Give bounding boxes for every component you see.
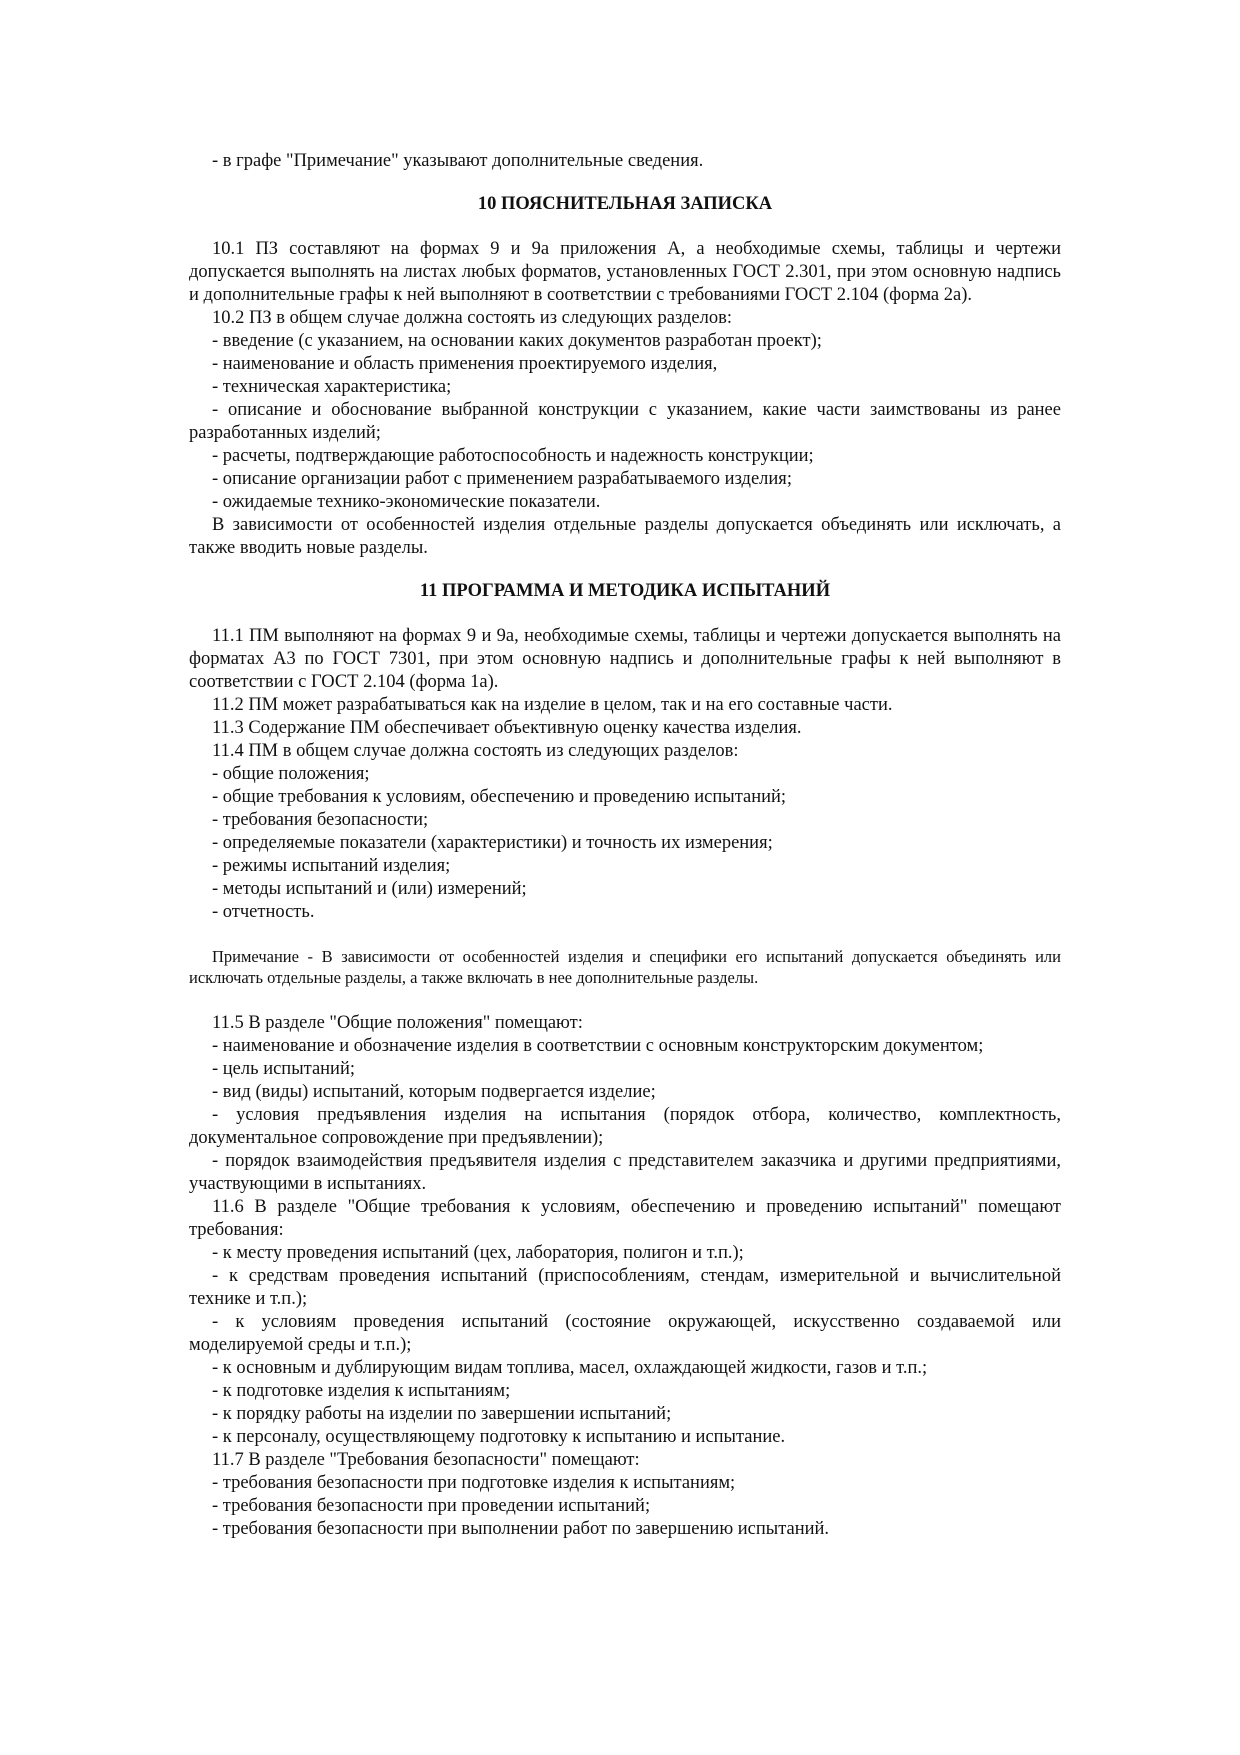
paragraph-11-5: 11.5 В разделе "Общие положения" помещают:: [212, 1013, 583, 1033]
list-item: - к основным и дублирующим видам топлива, масел, охлаждающей жидкости, газов и т.п.;: [212, 1358, 928, 1378]
list-item: - требования безопасности при выполнении работ по завершению испытаний.: [212, 1519, 830, 1539]
paragraph-11-1: 11.1 ПМ выполняют на формах 9 и 9а, необходимые схемы, таблицы и чертежи допускается выполнять на форматах А3 по ГОСТ 7301, при этом основную надпись и дополнительные графы к ней выполняют в соответствии с ГОСТ 2.104 (форма 1а).: [189, 626, 1061, 692]
list-item: - к порядку работы на изделии по завершении испытаний;: [212, 1404, 672, 1424]
paragraph-10-1: 10.1 ПЗ составляют на формах 9 и 9а приложения А, а необходимые схемы, таблицы и чертежи допускается выполнять на листах любых форматов, установленных ГОСТ 2.301, при этом основную надпись и дополнительные графы к ней выполняют в соответствии с требованиями ГОСТ 2.104 (форма 2а).: [189, 239, 1061, 305]
list-item: - к подготовке изделия к испытаниям;: [212, 1381, 511, 1401]
list-item: - наименование и обозначение изделия в соответствии с основным конструкторским документом;: [212, 1036, 984, 1056]
list-item: - требования безопасности при подготовке изделия к испытаниям;: [212, 1473, 736, 1493]
list-item: - расчеты, подтверждающие работоспособность и надежность конструкции;: [212, 446, 814, 466]
paragraph-11-2: 11.2 ПМ может разрабатываться как на изделие в целом, так и на его составные части.: [212, 695, 893, 715]
paragraph-11-7: 11.7 В разделе "Требования безопасности" помещают:: [212, 1450, 640, 1470]
list-item: - техническая характеристика;: [212, 377, 452, 397]
section-10-title: 10 ПОЯСНИТЕЛЬНАЯ ЗАПИСКА: [477, 194, 773, 214]
list-item: - вид (виды) испытаний, которым подвергается изделие;: [212, 1082, 656, 1102]
list-item: - режимы испытаний изделия;: [212, 856, 451, 876]
paragraph-10-2: 10.2 ПЗ в общем случае должна состоять из следующих разделов:: [212, 308, 732, 328]
list-item: - наименование и область применения проектируемого изделия,: [212, 354, 718, 374]
list-item: - порядок взаимодействия предъявителя изделия с представителем заказчика и другими предприятиями, участвующими в испытаниях.: [189, 1151, 1061, 1194]
list-item: - методы испытаний и (или) измерений;: [212, 879, 527, 899]
list-item: - цель испытаний;: [212, 1059, 355, 1079]
list-item: - ожидаемые технико-экономические показатели.: [212, 492, 601, 512]
paragraph-11-4: 11.4 ПМ в общем случае должна состоять из следующих разделов:: [212, 741, 739, 761]
document-page: [189, 150, 1061, 1541]
list-item: - условия предъявления изделия на испытания (порядок отбора, количество, комплектность, документальное сопровождение при предъявлении);: [189, 1105, 1061, 1148]
list-item: - к персоналу, осуществляющему подготовку к испытанию и испытание.: [212, 1427, 786, 1447]
list-item: - описание организации работ с применением разрабатываемого изделия;: [212, 469, 792, 489]
intro-line: - в графе "Примечание" указывают дополнительные сведения.: [212, 151, 704, 171]
list-item: - требования безопасности;: [212, 810, 429, 830]
list-item: - к месту проведения испытаний (цех, лаборатория, полигон и т.п.);: [212, 1243, 744, 1263]
list-item: - определяемые показатели (характеристики) и точность их измерения;: [212, 833, 773, 853]
list-item: - общие требования к условиям, обеспечению и проведению испытаний;: [212, 787, 787, 807]
paragraph-10-closing: В зависимости от особенностей изделия отдельные разделы допускается объединять или исключать, а также вводить новые разделы.: [189, 515, 1061, 558]
section-11-title: 11 ПРОГРАММА И МЕТОДИКА ИСПЫТАНИЙ: [419, 581, 831, 601]
list-item: - к условиям проведения испытаний (состояние окружающей, искусственно создаваемой или моделируемой среды и т.п.);: [189, 1312, 1061, 1355]
list-item: - описание и обоснование выбранной конструкции с указанием, какие части заимствованы из ранее разработанных изделий;: [189, 400, 1061, 443]
paragraph-11-3: 11.3 Содержание ПМ обеспечивает объективную оценку качества изделия.: [212, 718, 802, 738]
note-paragraph: Примечание - В зависимости от особенностей изделия и специфики его испытаний допускается объединять или исключать отдельные разделы, а также включать в нее дополнительные разделы.: [189, 947, 1061, 987]
paragraph-11-6: 11.6 В разделе "Общие требования к условиям, обеспечению и проведению испытаний" помещают требования:: [189, 1197, 1061, 1240]
list-item: - к средствам проведения испытаний (приспособлениям, стендам, измерительной и вычислительной технике и т.п.);: [189, 1266, 1061, 1309]
list-item: - требования безопасности при проведении испытаний;: [212, 1496, 651, 1516]
list-item: - введение (с указанием, на основании каких документов разработан проект);: [212, 331, 822, 351]
list-item: - общие положения;: [212, 764, 370, 784]
list-item: - отчетность.: [212, 902, 315, 922]
